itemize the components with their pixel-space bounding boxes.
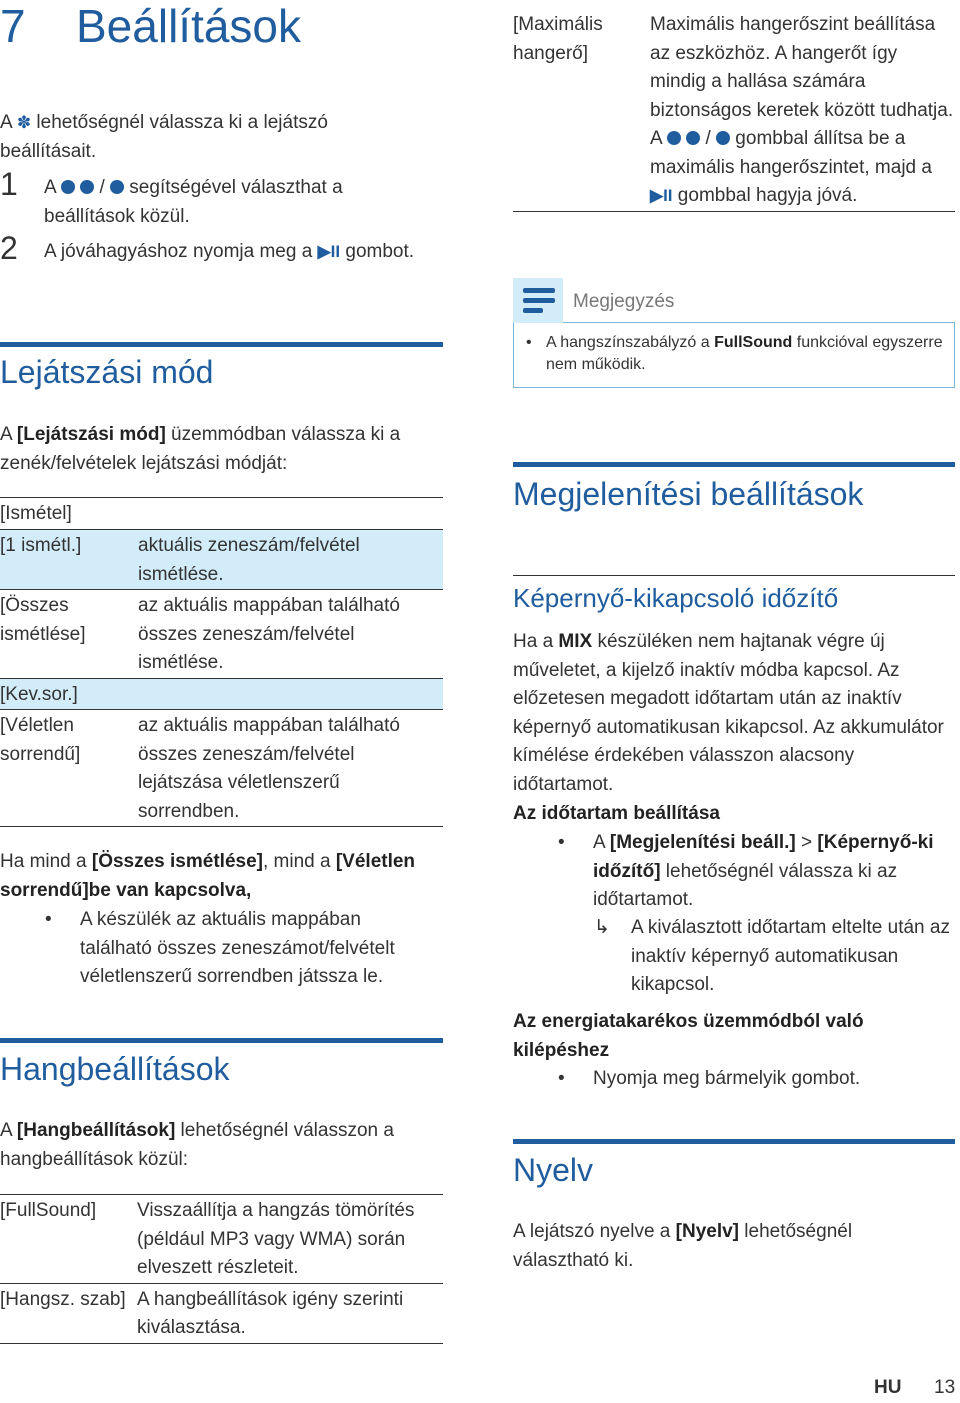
note-icon — [513, 278, 563, 323]
list-item: • A készülék az aktuális mappában található összes zeneszámot/felvételt véletlenszerű sorrendben játssza le. — [0, 906, 430, 992]
table-header: [Ismétel] — [0, 500, 443, 530]
maxvol-description: Maximális hangerőszint beállítása az eszközhöz. A hangerőt így mindig a hallása számára biztonságos keretek között tudhatja. A / gombbal állítsa be a maximális hangerőszintet, majd a ▶II gombbal hagyja jóvá. — [650, 14, 954, 206]
subsection-title-screen-timer: Képernyő-kikapcsoló időzítő — [513, 583, 839, 613]
table-row: [Maximális hangerő] Maximális hangerőszint beállítása az eszközhöz. A hangerőt így mindig a hallása számára biztonságos keretek között tudhatja. A / gombbal állítsa be a maximális hangerőszintet, majd a ▶II gombbal hagyja jóvá. — [513, 9, 955, 211]
note-box — [513, 323, 955, 388]
nav-button-icon — [110, 180, 124, 194]
list-item: • A [Megjelenítési beáll.] > [Képernyő-ki időzítő] lehetőségnél válassza ki az időtartamot. — [513, 829, 955, 915]
sound-intro: A [Hangbeállítások] lehetőségnél válasszon a hangbeállítások közül: — [0, 1120, 394, 1170]
chapter-title — [0, 0, 301, 52]
duration-list — [513, 829, 955, 915]
footer-language-code: HU — [874, 1377, 902, 1398]
section-rule — [513, 462, 955, 467]
down-button-icon — [80, 180, 94, 194]
table-rule — [0, 497, 443, 498]
step-1: 1 A / segítségével választhat a beállítások közül. — [0, 166, 343, 227]
result-text: A kiválasztott időtartam eltelte után az inaktív képernyő automatikusan kikapcsol. — [631, 917, 950, 995]
section-title-playmode: Lejátszási mód — [0, 354, 214, 390]
powersave-list — [513, 1065, 955, 1094]
chapter-name: Beállítások — [76, 0, 302, 52]
duration-heading: Az időtartam beállítása — [513, 803, 720, 824]
playmode-table — [0, 500, 443, 827]
subsection-rule — [513, 575, 955, 576]
maxvol-table — [513, 9, 955, 212]
table-row: [1 ismétl.] aktuális zeneszám/felvétel ismétlése. — [0, 530, 443, 590]
note-title: Megjegyzés — [573, 291, 675, 312]
table-row: [Véletlen sorrendű] az aktuális mappában található összes zeneszám/felvétel lejátszása véletlenszerű sorrendben. — [0, 710, 443, 827]
intro-paragraph: A ✽ lehetőségnél válassza ki a lejátszó beállításait. — [0, 112, 328, 162]
gear-icon: ✽ — [16, 113, 32, 132]
combo-bullet-list — [0, 906, 430, 992]
nav-button-icon — [716, 131, 730, 145]
table-row: [FullSound] Visszaállítja a hangzás tömörítés (például MP3 vagy WMA) során elveszett részleteit. — [0, 1195, 443, 1283]
sound-table — [0, 1195, 443, 1344]
combo-paragraph: Ha mind a [Összes ismétlése], mind a [Véletlen sorrendű]be van kapcsolva, — [0, 851, 416, 901]
result-arrow-icon: ↳ — [594, 917, 610, 938]
table-row: [Összes ismétlése] az aktuális mappában található összes zeneszám/felvétel ismétlése. — [0, 590, 443, 679]
section-title-sound: Hangbeállítások — [0, 1051, 230, 1087]
language-paragraph: A lejátszó nyelve a [Nyelv] lehetőségnél választható ki. — [513, 1221, 853, 1271]
play-pause-icon: ▶II — [650, 186, 673, 205]
list-item: • Nyomja meg bármelyik gombot. — [513, 1065, 955, 1094]
section-rule — [513, 1139, 955, 1144]
section-title-language: Nyelv — [513, 1152, 594, 1188]
table-row: [Kev.sor.] — [0, 678, 443, 710]
note-text: • A hangszínszabályzó a FullSound funkcióval egyszerre nem működik. — [526, 334, 943, 373]
section-title-display: Megjelenítési beállítások — [513, 476, 864, 512]
step-2: 2 A jóváhagyáshoz nyomja meg a ▶II gombot. — [0, 230, 415, 266]
chapter-number: 7 — [0, 0, 26, 52]
up-button-icon — [667, 131, 681, 145]
steps-list — [0, 166, 420, 267]
page-number: 13 — [934, 1377, 956, 1398]
table-row: [Hangsz. szab] A hangbeállítások igény szerinti kiválasztása. — [0, 1283, 443, 1343]
down-button-icon — [686, 131, 700, 145]
note-header — [513, 278, 955, 323]
powersave-heading: Az energiatakarékos üzemmódból való kilépéshez — [513, 1011, 864, 1061]
up-button-icon — [61, 180, 75, 194]
section-rule — [0, 1038, 443, 1043]
playmode-intro: A [Lejátszási mód] üzemmódban válassza ki a zenék/felvételek lejátszási módját: — [0, 424, 401, 474]
section-rule — [0, 342, 443, 347]
play-pause-icon: ▶II — [317, 242, 341, 261]
display-paragraph: Ha a MIX készüléken nem hajtanak végre új műveletet, a kijelző inaktív módba kapcsol. Az előzetesen megadott időtartam után az inaktív képernyő automatikusan kikapcsol. Az akkumulátor kímélése érdekében válasszon alacsony időtartamot. — [513, 631, 944, 795]
